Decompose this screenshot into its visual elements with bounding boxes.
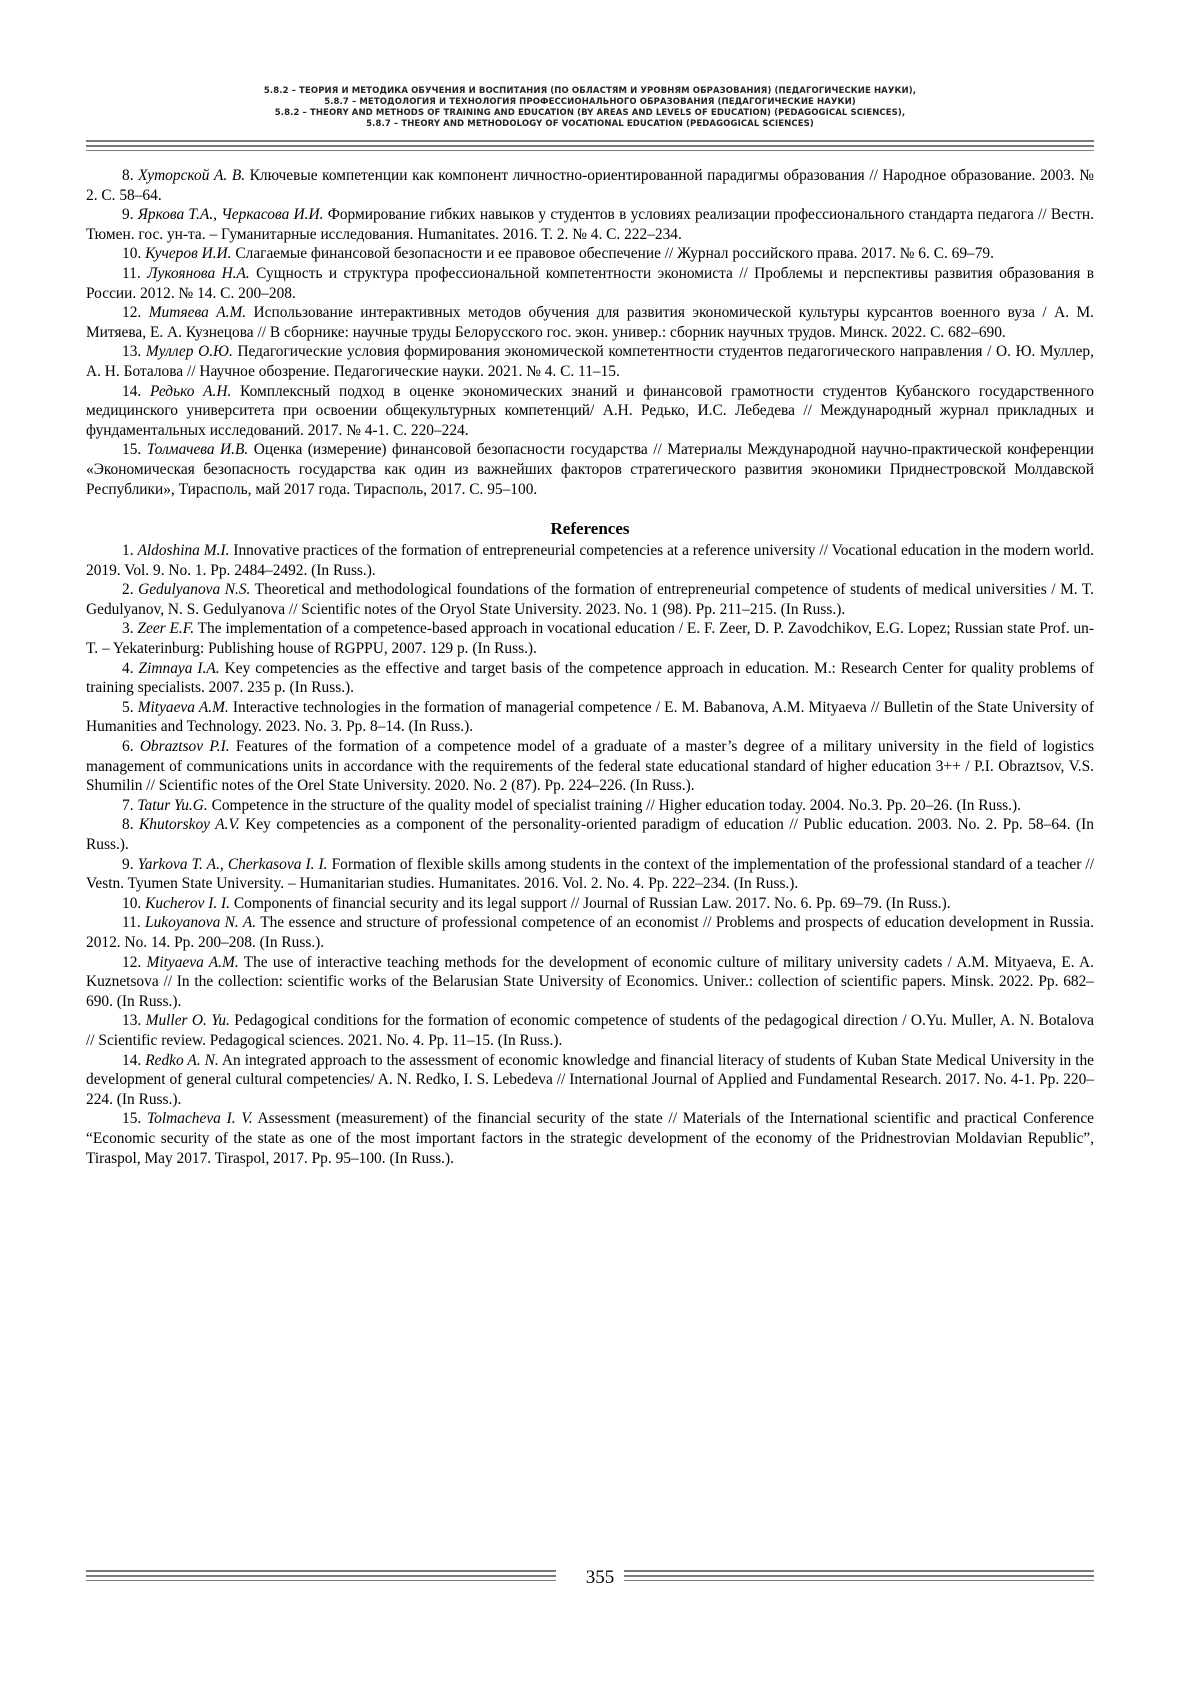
reference-author: Хуторской А. В. [138, 167, 246, 184]
header-rule [86, 145, 1094, 147]
reference-text: Key competencies as a component of the personality-oriented paradigm of education // Public education. 2003. No. 2. Pp. 58–64. (In Russ.). [86, 816, 1094, 853]
reference-text: Сущность и структура профессиональной компетентности экономиста // Проблемы и перспективы развития образования в России. 2012. № 14. С. 200–208. [86, 264, 1094, 302]
reference-item [86, 953, 1094, 1012]
reference-author: Яркова Т.А., Черкасова И.И. [137, 206, 324, 224]
reference-number: 4. [122, 659, 134, 677]
reference-number: 10. [122, 245, 142, 263]
reference-number: 6. [122, 738, 134, 756]
running-header [86, 86, 1094, 130]
reference-item [86, 855, 1094, 894]
reference-author: Tolmacheva I. V. [147, 1110, 253, 1128]
reference-number: 9. [122, 855, 134, 873]
reference-item [86, 440, 1094, 499]
reference-text: Оценка (измерение) финансовой безопасности государства // Материалы Международной научно-практической конференции «Экономическая безопасность государства как один из важнейших факторов стратегического развития экономики Приднестровской Молдавской Республики», Тирасполь, май 2017 года. Тирасполь, 2017. С. 95–100. [86, 441, 1094, 498]
reference-author: Лукоянова Н.А. [147, 264, 250, 282]
reference-text: Features of the formation of a competence model of a graduate of a master’s degree of a military university in the field of logistics management of communications units in accordance with the requirements of the federal state educational standard of higher education 3++ / P.I. Obraztsov, V.S. Shumilin // Scientific notes of the Orel State University. 2020. No. 2 (87). Pp. 224–226. (In Russ.). [86, 738, 1094, 795]
reference-number: 12. [122, 953, 142, 971]
reference-number: 11. [122, 914, 141, 932]
header-line: 5.8.2 – ТЕОРИЯ И МЕТОДИКА ОБУЧЕНИЯ И ВОСПИТАНИЯ (ПО ОБЛАСТЯМ И УРОВНЯМ ОБРАЗОВАНИЯ) (ПЕДАГОГИЧЕСКИЕ НАУКИ), [263, 86, 917, 96]
article-body [86, 166, 1094, 1168]
reference-text: Формирование гибких навыков у студентов в условиях реализации профессионального стандарта педагога // Вестн. Тюмен. гос. ун-та. – Гуманитарные исследования. Humanitates. 2016. Т. 2. № 4. С. 222–234. [86, 206, 1094, 243]
reference-item [86, 205, 1094, 244]
reference-number: 12. [122, 304, 142, 322]
header-line: 5.8.7 – МЕТОДОЛОГИЯ И ТЕХНОЛОГИЯ ПРОФЕССИОНАЛЬНОГО ОБРАЗОВАНИЯ (ПЕДАГОГИЧЕСКИЕ НАУКИ) [324, 97, 856, 107]
reference-item [86, 303, 1094, 342]
reference-item [86, 382, 1094, 441]
reference-text: Комплексный подход в оценке экономических знаний и финансовой грамотности студентов Кубанского государственного медицинского университета при освоении общекультурных компетенций/ А.Н. Редько, И.С. Лебедева // Международный журнал прикладных и фундаментальных исследований. 2017. № 4-1. С. 220–224. [86, 382, 1094, 439]
reference-author: Mityaeva A.M. [146, 953, 239, 971]
reference-author: Mityaeva A.M. [137, 698, 229, 716]
reference-text: Competence in the structure of the quality model of specialist training // Higher education today. 2004. No.3. Pp. 20–26. (In Russ.). [211, 796, 1021, 814]
reference-author: Khutorskoy A.V. [139, 816, 240, 834]
reference-item [86, 1011, 1094, 1050]
reference-author: Кучеров И.И. [145, 245, 232, 263]
reference-number: 11. [122, 264, 141, 282]
reference-author: Redko A. N. [145, 1051, 219, 1069]
reference-number: 14. [122, 1051, 142, 1069]
reference-text: The implementation of a competence-based approach in vocational education / E. F. Zeer, D. P. Zavodchikov, E.G. Lopez; Russian state Prof. un-T. – Yekaterinburg: Publishing house of RGPPU, 2007. 129 p. (In Russ.). [86, 620, 1094, 658]
reference-item [86, 1051, 1094, 1110]
reference-author: Obraztsov P.I. [139, 738, 230, 756]
reference-item [86, 342, 1094, 381]
reference-item [86, 698, 1094, 737]
reference-author: Zimnaya I.A. [138, 659, 220, 677]
reference-item [86, 894, 1094, 914]
reference-item [86, 580, 1094, 619]
reference-number: 9. [122, 206, 134, 224]
reference-author: Редько А.Н. [150, 382, 232, 400]
page-number: 355 [585, 1567, 615, 1588]
header-line: 5.8.2 – THEORY AND METHODS OF TRAINING AND EDUCATION (BY AREAS AND LEVELS OF EDUCATION) (PEDAGOGICAL SCIENCES), [274, 108, 906, 118]
reference-item [86, 913, 1094, 952]
reference-text: An integrated approach to the assessment of economic knowledge and financial literacy of students of Kuban State Medical University in the development of general cultural competencies/ A. N. Redko, I. S. Lebedeva // International Journal of Applied and Fundamental Research. 2017. No. 4-1. Pp. 220–224. (In Russ.). [86, 1051, 1095, 1108]
reference-number: 1. [122, 542, 134, 560]
reference-text: The use of interactive teaching methods for the development of economic culture of military university cadets / A.M. Mityaeva, E. A. Kuznetsova // In the collection: scientific works of the Belarusian State University of Economics. Univer.: collection of scientific papers. Minsk. 2022. Pp. 682–690. (In Russ.). [86, 953, 1094, 1010]
reference-text: Components of financial security and its legal support // Journal of Russian Law. 2017. No. 6. Pp. 69–79. (In Russ.). [233, 894, 951, 912]
header-line: 5.8.7 – THEORY AND METHODOLOGY OF VOCATIONAL EDUCATION (PEDAGOGICAL SCIENCES) [366, 119, 814, 129]
reference-item [86, 1109, 1094, 1168]
reference-author: Муллер О.Ю. [145, 343, 233, 361]
reference-author: Aldoshina M.I. [137, 542, 230, 560]
reference-item [86, 244, 1094, 264]
reference-text: Использование интерактивных методов обучения для развития экономической культуры курсантов военного вуза / А. М. Митяева, Е. А. Кузнецова // В сборнике: научные труды Белорусского гос. экон. универ.: сборник научных трудов. Минск. 2022. С. 682–690. [86, 304, 1094, 341]
reference-number: 8. [122, 816, 134, 834]
english-reference-list [86, 541, 1094, 1168]
reference-item [86, 796, 1094, 816]
header-rule [86, 140, 1094, 142]
reference-text: Theoretical and methodological foundations of the formation of entrepreneurial competence of students of medical universities / M. T. Gedulyanov, N. S. Gedulyanova // Scientific notes of the Oryol State University. 2023. No. 1 (98). Pp. 211–215. (In Russ.). [86, 581, 1094, 618]
reference-number: 8. [122, 167, 134, 184]
reference-number: 13. [122, 343, 142, 361]
reference-number: 3. [122, 620, 134, 638]
reference-author: Kucherov I. I. [145, 894, 231, 912]
reference-author: Tatur Yu.G. [137, 796, 208, 814]
reference-text: Слагаемые финансовой безопасности и ее правовое обеспечение // Журнал российского права. 2017. № 6. С. 69–79. [235, 245, 994, 263]
reference-number: 14. [122, 382, 142, 400]
reference-number: 13. [122, 1012, 142, 1030]
reference-item [86, 264, 1094, 303]
reference-author: Толмачева И.В. [146, 441, 249, 459]
reference-text: Assessment (measurement) of the financial security of the state // Materials of the International scientific and practical Conference “Economic security of the state as one of the most important factors in the strategic development of the economy of the Pridnestrovian Moldavian Republic”, Tiraspol, May 2017. Tiraspol, 2017. Pp. 95–100. (In Russ.). [86, 1110, 1095, 1167]
reference-text: Ключевые компетенции как компонент личностно-ориентированной парадигмы образования // Народное образование. 2003. № 2. С. 58–64. [86, 167, 1094, 204]
reference-item [86, 659, 1094, 698]
reference-author: Muller O. Yu. [145, 1012, 230, 1030]
reference-author: Yarkova T. A., Cherkasova I. I. [137, 855, 328, 873]
reference-text: Педагогические условия формирования экономической компетентности студентов педагогического направления / О. Ю. Муллер, А. Н. Боталова // Научное обозрение. Педагогические науки. 2021. № 4. С. 11–15. [86, 343, 1094, 380]
reference-item [86, 619, 1094, 658]
reference-author: Gedulyanova N.S. [138, 581, 251, 599]
reference-number: 10. [122, 894, 142, 912]
reference-author: Митяева А.М. [148, 304, 247, 322]
reference-author: Zeer E.F. [137, 620, 195, 638]
reference-text: Pedagogical conditions for the formation of economic competence of students of the pedagogical direction / O.Yu. Muller, A. N. Botalova // Scientific review. Pedagogical sciences. 2021. No. 4. Pp. 11–15. (In Russ.). [86, 1012, 1094, 1049]
header-rule [86, 150, 1094, 151]
russian-reference-list [86, 166, 1094, 499]
reference-item [86, 737, 1094, 796]
reference-item [86, 815, 1094, 854]
reference-number: 2. [122, 581, 134, 599]
references-heading: References [550, 519, 630, 539]
reference-text: The essence and structure of professional competence of an economist // Problems and prospects of education development in Russia. 2012. No. 14. Pp. 200–208. (In Russ.). [86, 914, 1094, 951]
reference-item [86, 166, 1094, 205]
reference-text: Innovative practices of the formation of entrepreneurial competencies at a reference university // Vocational education in the modern world. 2019. Vol. 9. No. 1. Pp. 2484–2492. (In Russ.). [86, 542, 1094, 579]
reference-number: 15. [122, 1110, 142, 1128]
reference-number: 7. [122, 796, 134, 814]
reference-number: 5. [122, 698, 134, 716]
reference-number: 15. [122, 441, 142, 459]
reference-text: Interactive technologies in the formation of managerial competence / E. M. Babanova, A.M. Mityaeva // Bulletin of the State University of Humanities and Technology. 2023. No. 3. Pp. 8–14. (In Russ.). [86, 698, 1095, 736]
reference-text: Key competencies as the effective and target basis of the competence approach in education. M.: Research Center for quality problems of training specialists. 2007. 235 p. (In Russ.). [86, 659, 1094, 697]
reference-author: Lukoyanova N. A. [145, 914, 257, 932]
reference-text: Formation of flexible skills among students in the context of the implementation of the professional standard of a teacher // Vestn. Tyumen State University. – Humanitarian studies. Humanitates. 2016. Vol. 2. No. 4. Pp. 222–234. (In Russ.). [86, 855, 1094, 893]
reference-item [86, 541, 1094, 580]
